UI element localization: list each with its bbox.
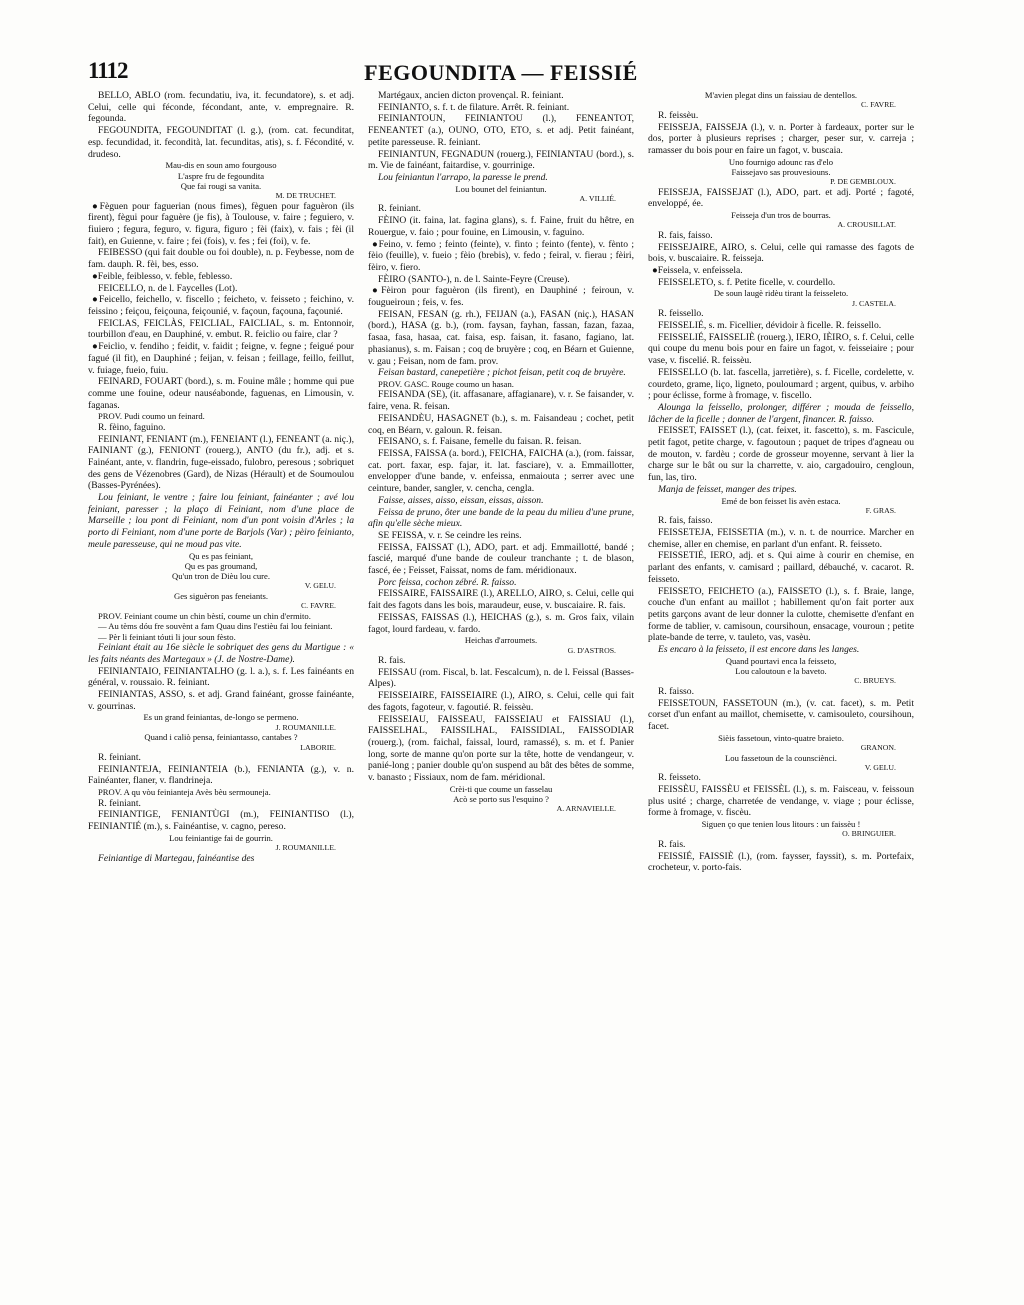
quotation-attribution: G. D'ASTROS. xyxy=(567,645,616,655)
variant-note: ●Feicello, feichello, v. fiscello ; feicheto, v. feisseto ; feichino, v. feissino ; feiçou, feiçouna, feiçounié, v. façoun, façouna, façounié. xyxy=(88,294,354,317)
quotation-line: Qu es pas feiniant, xyxy=(189,550,253,561)
cross-reference: R. fèino, faguino. xyxy=(98,421,166,433)
quotation-line: Heichas d'arroumets. xyxy=(464,635,538,646)
running-title: FEGOUNDITA — FEISSIÉ xyxy=(364,60,638,85)
dictionary-entry: FEISSELIÉ, s. m. Ficellier, dévidoir à ficelle. R. feissello. xyxy=(658,320,882,331)
usage-example: Lou feiniantun l'arrapo, la paresse le prend. xyxy=(378,171,548,183)
variant-note: ●Feissela, v. enfeissela. xyxy=(652,265,743,277)
dictionary-entry: FEICLAS, FEICLÀS, FEICLIAL, FAICLIAL, s. m. Entonnoir, tourbillon d'eau, en Dauphiné, v. embut. R. feiclio ou faire, clar ? xyxy=(88,317,354,341)
dictionary-entry: FEISSAIRE, FAISSAIRE (l.), ARELLO, AIRO, s. Celui, celle qui fait des fagots dans les bois, maraudeur, euse, v. buscaiaire. R. fais. xyxy=(368,588,634,612)
quotation-line: Es un grand feiniantas, de-longo se permeno. xyxy=(143,712,299,723)
usage-example: Lou feiniant, le ventre ; faire lou feiniant, fainéanter ; avé lou feiniant, paresser ; la plaço di Feiniant, nom d'une place de Marseille ; lou pont di Feiniant, nom d'un pont voisin d'Arles ; la porto di Feiniant, nom d'une porte de Barjols (Var) ; pèiro feinianto, meule paresseuse, qui ne moud pas vite. xyxy=(88,492,354,550)
cross-reference: R. feissèu. xyxy=(658,109,699,121)
usage-example: Alounga la feissello, prolonger, différer ; mouda de feissello, lâcher de la ficelle ; donner de l'argent, financer. R. faisso. xyxy=(648,401,914,425)
usage-example: Feissa de pruno, ôter une bande de la peau du milieu d'une prune, afin qu'elle sèche mieux. xyxy=(368,506,634,530)
quotation-line: Lou caloutoun e la baveto. xyxy=(735,666,827,677)
quotation-attribution: A. ARNAVIELLE. xyxy=(556,804,616,814)
dictionary-entry: FEINIANTOUN, FEINIANTOU (l.), FENEANTOT, FENEANTET (a.), OUNO, OTO, ETO, s. et adj. Petit fainéant, petite paresseuse. R. feiniant. xyxy=(368,113,634,148)
quotation-attribution: J. CASTELA. xyxy=(852,298,896,308)
usage-example: Porc feissa, cochon zébré. R. faisso. xyxy=(378,576,517,588)
text-columns xyxy=(88,90,914,1295)
dictionary-entry: FEINIANTO, s. f. t. de filature. Arrêt. R. feiniant. xyxy=(378,101,570,113)
dictionary-entry: FEISSEJAIRE, AIRO, s. Celui, celle qui ramasse des fagots de bois, v. buscaiaire. R. feisseja. xyxy=(648,241,914,265)
cross-reference: R. feissello. xyxy=(658,308,704,320)
dictionary-entry: FEISSAS, FAISSAS (l.), HEICHAS (g.), s. m. Gros faix, vilain fagot, lourd fardeau, v. fardo. xyxy=(368,611,634,635)
dictionary-entry: FEINIANTEJA, FEINIANTEIA (b.), FENIANTA (g.), v. n. Fainéanter, flaner, v. flandrineja. xyxy=(88,763,354,787)
proverb: — Pèr li feiniant tóuti li jour soun fèsto. xyxy=(98,631,236,642)
quotation-attribution: M. DE TRUCHET. xyxy=(275,191,336,201)
cross-reference: R. fais. xyxy=(378,655,406,667)
dictionary-entry: FEINARD, FOUART (bord.), s. m. Fouine mâle ; homme qui pue comme une fouine, odeur nauséabonde, faguenas, en Limousin, v. faganas. xyxy=(88,376,354,411)
dictionary-entry: FEISSÈU, FAISSÈU et FEISSÈL (l.), s. m. Faisceau, v. feissoun plus usité ; charge, charretée de vendange, v. viage ; pour éclisse, forme à fromage, v. fiscèu. xyxy=(648,784,914,819)
cross-reference: R. feiniant. xyxy=(98,797,141,809)
quotation-attribution: F. GRAS. xyxy=(865,505,896,515)
proverb: PROV. A qu vòu feinianteja Avès bèu sermouneja. xyxy=(98,787,271,798)
quotation-attribution: V. GELU. xyxy=(864,762,896,772)
usage-example: Manja de feisset, manger des tripes. xyxy=(658,483,797,495)
dictionary-entry: BELLO, ABLO (rom. fecundatiu, iva, it. fecundatore), s. et adj. Celui, celle qui féconde, fécondant, ante, v. empregnaire. R. fegounda. xyxy=(88,90,354,125)
dictionary-entry: FEINIANTAS, ASSO, s. et adj. Grand fainéant, grosse fainéante, v. gourrinas. xyxy=(88,689,354,712)
quotation-line: Quand i caliò pensa, feiniantasso, cantabes ? xyxy=(144,732,298,743)
quotation-line: Feisseja d'un tros de bourras. xyxy=(731,210,831,221)
dictionary-entry: FEICELLO, n. de l. Faycelles (Lot). xyxy=(98,282,238,294)
dictionary-entry: FEISSETO, FEICHETO (a.), FAISSETO (l.), s. f. Braie, lange, couche d'un enfant au maillot ; habillement qu'on fait porter aux petits garçons avant de leur donner la culotte, chemisette d'enfant en forme de tablier, v. camisoun, coursihoun, ensacage, vouroun ; petite plate-bande de terre, v. tauleto, vas, vasèu. xyxy=(648,585,914,644)
quotation-attribution: C. BRUEYS. xyxy=(854,676,896,686)
cross-reference: SE FEISSA, v. r. Se ceindre les reins. xyxy=(378,529,522,541)
usage-example: Es encaro à la feisseto, il est encore dans les langes. xyxy=(658,644,860,656)
variant-note: ●Feino, v. femo ; feinto (feinte), v. finto ; feinto (fente), v. fènto ; fèio (feuille), v. fueio ; fèio (brebis), v. fedo ; feiral, v. fierau ; fèiri, fèiro, v. fiero. xyxy=(368,238,634,273)
dictionary-entry: FÈINO (it. faina, lat. fagina glans), s. f. Faine, fruit du hêtre, en Rouergue, v. faio ; pour fouine, en Limousin, v. faguino. xyxy=(368,215,634,238)
dictionary-entry: FEGOUNDITA, FEGOUNDITAT (l. g.), (rom. cat. fecunditat, esp. fecundidad, it. fecondità, lat. fecunditas, atis), s. f. Fécondité, v. drudeso. xyxy=(88,125,354,160)
dictionary-entry: FEISSETEJA, FEISSETIA (m.), v. n. t. de nourrice. Marcher en chemise, aller en chemise, en parlant d'un enfant. R. feisseto. xyxy=(648,527,914,550)
quotation-line: Quand pourtavi enca la feisseto, xyxy=(725,655,837,666)
quotation-attribution: A. CROUSILLAT. xyxy=(837,220,896,230)
quotation-attribution: J. ROUMANILLE. xyxy=(275,722,336,732)
dictionary-entry: FEINIANTUN, FEGNADUN (rouerg.), FEINIANTAU (bord.), s. m. Vie de fainéant, faitardise, v. gourrinige. xyxy=(368,148,634,172)
quotation-attribution: P. DE GEMBLOUX. xyxy=(830,177,896,187)
quotation-attribution: LABORIE. xyxy=(300,742,336,752)
quotation-line: Lou bounet del feiniantun. xyxy=(455,183,547,194)
quotation-line: Siguen ço que tenien lous litours : un faissèu ! xyxy=(701,819,861,830)
dictionary-entry: FEISSA, FAISSAT (l.), ADO, part. et adj. Emmaillotté, bandé ; fascié, marqué d'une bande de couleur tranchante ; t. de blason, fascé, ée ; Feisset, Faissat, noms de fam. méridionaux. xyxy=(368,541,634,577)
quotation-line: Lou fassetoun de la counsciènci. xyxy=(725,752,837,763)
cross-reference: R. fais, faisso. xyxy=(658,229,713,241)
usage-example: Faisse, aisses, aisso, eissan, eissas, aisson. xyxy=(378,494,544,506)
quotation-line: M'avien plegat dins un faissiau de dentellos. xyxy=(704,90,858,100)
quotation-attribution: C. FAVRE. xyxy=(860,100,896,110)
dictionary-entry: FEISSIÉ, FAISSIÈ (l.), (rom. faysser, fayssit), s. m. Portefaix, crocheteur, v. porto-fais. xyxy=(648,850,914,874)
dictionary-entry: FEISSEJA, FAISSEJA (l.), v. n. Porter à fardeaux, porter sur le dos, porter à plusieurs reprises ; charger, peser sur, v. carreja ; ramasser du bois pour en faire un fagot, v. buscaia. xyxy=(648,121,914,156)
quotation-line: L'aspre fru de fegoundita xyxy=(177,170,265,181)
usage-example: Feisan bastard, canepetière ; pichot feisan, petit coq de bruyère. xyxy=(378,367,626,379)
quotation-line: De soun laugè ridèu tirant la feisseleto. xyxy=(713,288,849,299)
usage-example: Feiniantige di Martegau, fainéantise des xyxy=(98,852,255,864)
cross-reference: R. feiniant. xyxy=(378,203,421,215)
quotation-line: Lou feiniantige fai de gourrin. xyxy=(169,832,273,843)
dictionary-entry: FEISANDÈU, HASAGNET (b.), s. m. Faisandeau ; cochet, petit coq, en Béarn, v. galoun. R. feisan. xyxy=(368,412,634,436)
dictionary-entry: FEISSEJA, FAISSEJAT (l.), ADO, part. et adj. Porté ; fagoté, enveloppé, ée. xyxy=(648,186,914,210)
variant-note: ●Feible, feiblesso, v. feble, feblesso. xyxy=(92,270,233,282)
proverb: PROV. Feiniant coume un chin bèstí, coume un chin d'ermito. xyxy=(98,610,311,621)
dictionary-entry: FEISAN, FESAN (g. rh.), FEIJAN (a.), FASAN (niç.), HASAN (bord.), HASA (g. b.), (rom. faysan, fayhan, fassan, fazan, fazaa, fasaa, fasa, hasaa, cat. faisa, esp. faisan, it. fasano, fagiano, lat. phasianus), s. m. Faisan ; coq de bruyère ; coq, en Béarn et Guienne, v. gau ; Feisan, nom de fam. prov. xyxy=(368,308,634,367)
dictionary-entry: FEISSELETO, s. f. Petite ficelle, v. courdello. xyxy=(658,276,836,288)
quotation-line: Que fai rougi sa vanita. xyxy=(180,180,262,191)
quotation-line: Acò se porto sus l'esquino ? xyxy=(453,794,549,805)
cross-reference: Martégaux, ancien dicton provençal. R. feiniant. xyxy=(378,90,564,101)
cross-reference: R. fais. xyxy=(658,838,686,850)
dictionary-entry: FEISANDA (SE), (it. affasanare, affagianare), v. r. Se faisander, v. faire, vena. R. feisan. xyxy=(368,389,634,413)
dictionary-entry: FEIBESSO (qui fait double ou foi double), n. p. Feybesse, nom de fam. dauph. R. fèi, bes, esso. xyxy=(88,247,354,271)
dictionary-entry: FEISSEIAIRE, FAISSEIAIRE (l.), AIRO, s. Celui, celle qui fait des fagots, fagoteur, v. fagoutié. R. feissèu. xyxy=(368,690,634,713)
usage-example: Feiniant était au 16e siècle le sobriquet des gens du Martigue : « les faits néants des Martegaux » (J. de Nostre-Dame). xyxy=(88,642,354,665)
quotation-line: Faissejavo sas prouvesiouns. xyxy=(731,166,831,177)
quotation-line: Qu'un tron de Dièu lou cure. xyxy=(172,571,270,582)
variant-note: ●Fèiron pour faguèron (ils firent), en Dauphiné ; feiroun, v. fougueiroun ; feis, v. fes. xyxy=(368,285,634,309)
column-right xyxy=(648,90,914,1295)
page-header xyxy=(88,58,914,86)
dictionary-entry: FÈIRO (SANTO-), n. de l. Sainte-Feyre (Creuse). xyxy=(378,273,570,285)
quotation-line: Sièis fassetoun, vinto-quatre braieto. xyxy=(718,732,844,743)
dictionary-entry: FEISSET, FAISSET (l.), (cat. feixet, it. fascetto), s. m. Fascicule, petit fagot, petite charge, v. fagoutoun ; paquet de tripes d'agneau ou de mouton, v. fardèu ; corde de grosseur moyenne, servant à lier la charge sur le bât ou sur la charrette, v. aio, cargadouiro, cengloun, fun, las, tiro. xyxy=(648,425,914,484)
proverb: PROV. Pudi coumo un feinard. xyxy=(98,411,205,422)
proverb: — Au tèms dóu fre souvènt a fam Quau dins l'estièu fai lou feiniant. xyxy=(98,621,333,632)
quotation-line: Qu es pas groumand, xyxy=(184,560,258,571)
quotation-line: Ges siguèron pas feneiants. xyxy=(173,590,269,601)
quotation-attribution: GRANON. xyxy=(860,743,896,753)
variant-note: ●Feiclio, v. fendiho ; feidit, v. faidit ; feigne, v. fegne ; feigué pour fagué (il fit), en Dauphiné ; feijan, v. feisan ; feillage, feillo, feillut, v. fuiage, fueio, fuiu. xyxy=(88,341,354,376)
dictionary-entry: FEISSELIÉ, FAISSELIÈ (rouerg.), IERO, IÈIRO, s. f. Celui, celle qui coupe du menu bois pour en faire un fagot, v. feisseiaire ; pour vase, v. fiscelié. R. feissèu. xyxy=(648,331,914,367)
column-left xyxy=(88,90,354,1295)
variant-note: ●Fèguen pour faguerian (nous fimes), fèguen pour faguèron (ils firent), fègui pour faguère (je fis), à Toulouse, v. faire ; feguiero, v. fiuiero ; fegura, feguro, v. figura, figuro ; fèi (faix), v. fais ; fèi (il fait), en Guienne, v. faire ; fei (fois), v. fes ; fei (foi), v. fe. xyxy=(88,200,354,247)
quotation-line: Crèi-ti que coume un fasselau xyxy=(449,783,553,794)
cross-reference: R. fais, faisso. xyxy=(658,515,713,527)
quotation-attribution: J. ROUMANILLE. xyxy=(275,843,336,853)
quotation-attribution: O. BRINGUIER. xyxy=(842,829,896,839)
dictionary-entry: FEINIANT, FENIANT (m.), FENEIANT (l.), FENEANT (a. niç.), FAINIANT (g.), FENIONT (rouerg.), ANTO (du fr.), adj. et s. Fainéant, ante, v. flandrin, fuge-eissado, fulobro, peresous ; sobriquet des gens de Vézenobres (Gard), de Nizas (Hérault) et de Soumoulou (Basses-Pyrénées). xyxy=(88,433,354,492)
column-middle xyxy=(368,90,634,1295)
cross-reference: R. faisso. xyxy=(658,685,694,697)
quotation-line: Emé de bon feisset lis avèn estaca. xyxy=(721,495,841,506)
dictionary-entry: FEISSELLO (b. lat. fascella, jarretière), s. f. Ficelle, cordelette, v. courdeto, grame, liço, ligneto, pouloumard ; argent, quibus, v. arbiho ; pour éclisse, forme à fromage, v. fiscello. xyxy=(648,366,914,402)
cross-reference: R. feiniant. xyxy=(98,752,141,764)
quotation-attribution: A. VILLIÉ. xyxy=(579,193,616,203)
dictionary-entry: FEISSAU (rom. Fiscal, b. lat. Fescalcum), n. de l. Feissal (Basses-Alpes). xyxy=(368,666,634,690)
dictionary-entry: FEINIANTAIO, FEINIANTALHO (g. l. a.), s. f. Les fainéants en général, v. roussaio. R. feiniant. xyxy=(88,665,354,689)
dictionary-entry: FEISSA, FAISSA (a. bord.), FEICHA, FAICHA (a.), (rom. faissar, cat. port. faxar, esp. fajar, it. lat. fasciare), v. a. Emmaillotter, envelopper d'une bande, v. enfeissa, enmaiouta ; serrer avec une ceinture, bander, sangler, v. cencha, cengla. xyxy=(368,447,634,495)
cross-reference: R. feisseto. xyxy=(658,772,701,784)
dictionary-entry: FEISANO, s. f. Faisane, femelle du faisan. R. feisan. xyxy=(378,436,582,448)
quotation-line: Uno fournigo adounc ras d'elo xyxy=(728,156,834,167)
page-number: 1112 xyxy=(88,58,128,83)
dictionary-entry: FEISSEIAU, FAISSEAU, FAISSEIAU et FAISSIAU (l.), FAISSELHAL, FAISSILHAL, FAISSIDIAL, FAISSODIAR (rouerg.), (rom. faichal, faissal, lourd, ramassé), s. m. et f. Panier long, sorte de manne qu'on porte sur la tête, hotte de vendangeur, v. panié-long ; panier double qu'on suspend au bât des bêtes de somme, v. banasto ; Fissiaux, nom de fam. méridional. xyxy=(368,713,634,784)
proverb: PROV. GASC. Rouge coumo un hasan. xyxy=(378,378,514,389)
quotation-attribution: C. FAVRE. xyxy=(300,601,336,611)
dictionary-entry: FEISSETOUN, FASSETOUN (m.), (v. cat. facet), s. m. Petit corset d'un enfant au maillot, chemisette, v. camisouleto, coursihoun, facet. xyxy=(648,697,914,733)
quotation-attribution: V. GELU. xyxy=(304,581,336,591)
dictionary-entry: FEISSETIÉ, IERO, adj. et s. Qui aime à courir en chemise, en parlant des enfants, v. camisard ; paillard, débauché, v. cacarot. R. feisseto. xyxy=(648,550,914,585)
quotation-line: Mau-dis en soun amo fourgouso xyxy=(165,160,277,171)
dictionary-entry: FEINIANTIGE, FENIANTÙGI (m.), FEINIANTISO (l.), FEINIANTIÉ (m.), s. Fainéantise, v. cagno, pereso. xyxy=(88,809,354,833)
